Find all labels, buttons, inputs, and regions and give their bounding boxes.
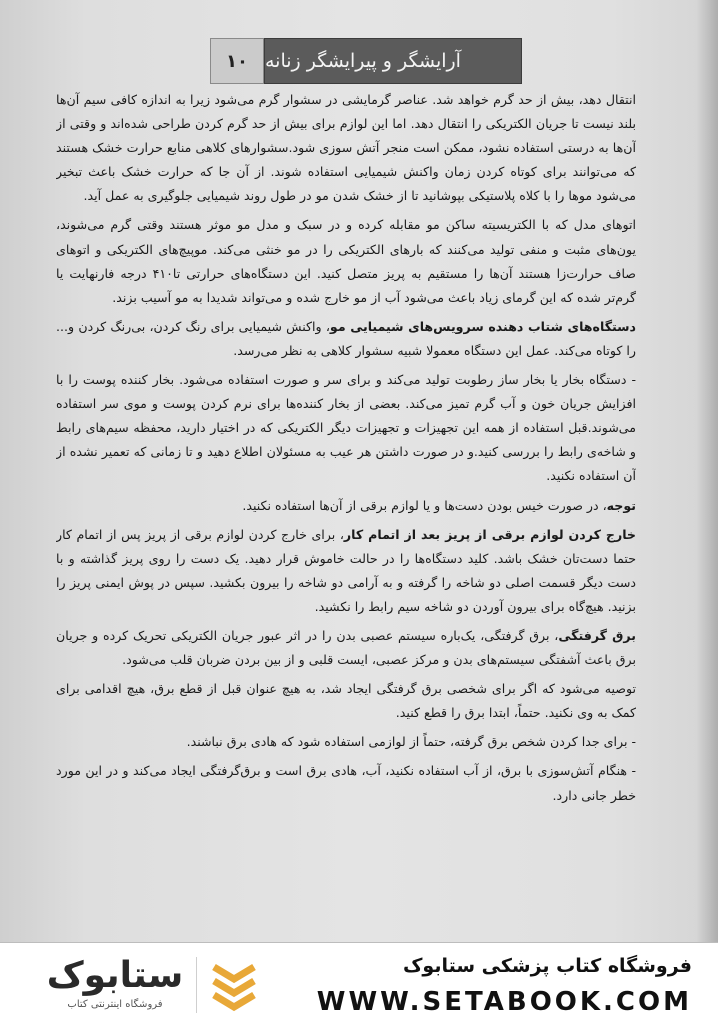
paragraph-5 <box>56 494 636 518</box>
paragraph-2 <box>56 213 636 309</box>
paragraph-1 <box>56 88 636 208</box>
paragraph-7 <box>56 624 636 672</box>
store-url-link[interactable]: WWW.SETABOOK.COM <box>316 987 692 1017</box>
paragraph-text: ، برق گرفتگی، یک‌باره سیستم عصبی بدن را در اثر عبور جریان الکتریکی تحریک کرده و جریان برق باعث آشفتگی سیستم‌های بدن و مرکز عصبی، ایست قلبی و از بین بردن ضربان قلب می‌شود. <box>56 627 636 668</box>
paragraph-text: اتوهای مدل که با الکتریسیته ساکن مو مقابله کرده و در سبک و مدل مو موثر هستند وقتی گرم می‌شوند، یون‌های مثبت و منفی تولید می‌کنند که بارهای الکتریکی را در مو خنثی می‌کند. موپیچ‌های الکتریکی و اتوهای صاف حرارت‌زا هستند آن‌ها را مستقیم به پریز متصل کنید. این دستگاه‌های حرارتی تا۴۱۰ درجه فارنهایت یا گرم‌تر شده که این گرمای زیاد باعث می‌شود آب از مو خارج شده و می‌تواند شدیدا به مو آسیب بزند. <box>56 217 636 305</box>
paragraph-text: انتقال دهد، بیش از حد گرم خواهد شد. عناصر گرمایشی در سشوار گرم می‌شود زیرا به اندازه کافی سیم آن‌ها بلند نیست تا جریان الکتریکی را انتقال دهد. اما این لوازم برای بیش از حد گرم کردن طراحی شده‌اند و وقتی از آن‌ها به درستی استفاده نشود، ممکن است منجر آتش سوزی شود.سشوارهای کلاهی منابع حرارت خشک هستند که می‌توانند برای کوتاه کردن زمان واکنش شیمیایی استفاده شوند. از آن جا که حرارت خشک باعث تبخیر می‌شود موها را با کلاه پلاستیکی بپوشانید تا از خشک شدن مو در طول روند شیمیایی جلوگیری به عمل آید. <box>56 92 636 204</box>
page-header-title: آرایشگر و پیرایشگر زنانه <box>264 38 522 84</box>
book-stack-icon <box>206 955 262 1013</box>
paragraph-8 <box>56 677 636 725</box>
paragraph-text: ، در صورت خیس بودن دست‌ها و یا لوازم برقی از آن‌ها استفاده نکنید. <box>242 497 607 513</box>
store-logo-tagline: فروشگاه اینترنتی کتاب <box>67 999 163 1010</box>
paragraph-text: ، واکنش شیمیایی برای رنگ کردن، بی‌رنگ کردن و... را کوتاه می‌کند. عمل این دستگاه معمولا شبیه سشوار کلاهی به نظر می‌رسد. <box>56 318 636 358</box>
paragraph-text: - دستگاه بخار یا بخار ساز رطوبت تولید می‌کند و برای سر و صورت استفاده می‌شود. بخار کننده پوست را با افزایش جریان خون و آب گرم تمیز می‌کند. بعضی از بخار کننده‌ها برای نرم کردن پوست و موی سر استفاده می‌شوند.قبل استفاده از همه این تجهیزات و تجهیزات دیگر الکتریکی که در اختیار دارید، محفظه سیم‌های رابط و شاخه‌ی رابط را بررسی کنید.و در صورت داشتن هر عیب به مسئولان اطلاع دهید و تا زمانی که تعمیر نشده از آن استفاده نکنید. <box>56 372 636 484</box>
paragraph-text: - برای جدا کردن شخص برق گرفته، حتماً از لوازمی استفاده شود که هادی برق نباشند. <box>186 734 636 750</box>
page-number: ۱۰ <box>210 38 264 84</box>
paragraph-lead: خارج کردن لوازم برقی از پریز بعد از اتمام کار <box>343 526 636 542</box>
store-logo-text: ستابوک <box>46 955 184 996</box>
paragraph-text: توصیه می‌شود که اگر برای شخصی برق گرفتگی ایجاد شد، به هیچ عنوان قبل از قطع برق، هیچ اقدامی برای کمک به وی نکنید. حتماً، ابتدا برق را قطع کنید. <box>56 681 636 721</box>
store-name: فروشگاه کتاب پزشکی ستابوک <box>402 955 692 977</box>
page-header <box>210 38 522 84</box>
page-body <box>56 88 636 934</box>
paragraph-text: ، برای خارج کردن لوازم برقی از پریز پس از اتمام کار حتما دست‌تان خشک باشد. کلید دستگاه‌ها را در حالت خاموش قرار دهید. یک دست را روی پریز گذاشته و با دست دیگر قسمت اصلی دو شاخه را گرفته و به آرامی دو شاخه را بیرون بکشید. سپس در پوش ایمنی پریز را بزنید. هیچ‌گاه برای بیرون آوردن دو شاخه سیم رابط را نکشید. <box>56 526 636 614</box>
paragraph-6 <box>56 523 636 619</box>
paragraph-text: - هنگام آتش‌سوزی با برق، از آب استفاده نکنید، آب، هادی برق است و برق‌گرفتگی ایجاد می‌کند و در این مورد خطر جانی دارد. <box>56 763 636 803</box>
paragraph-9 <box>56 730 636 754</box>
paragraph-10 <box>56 759 636 807</box>
paragraph-lead: برق گرفتگی <box>558 627 636 643</box>
page-spine-shadow <box>696 0 718 942</box>
paragraph-lead: توجه <box>606 497 636 513</box>
paragraph-3 <box>56 315 636 363</box>
paragraph-4 <box>56 368 636 488</box>
paragraph-lead: دستگاه‌های شتاب دهنده سرویس‌های شیمیایی مو <box>329 318 636 334</box>
logo-divider <box>196 957 197 1013</box>
watermark-footer <box>0 942 718 1025</box>
